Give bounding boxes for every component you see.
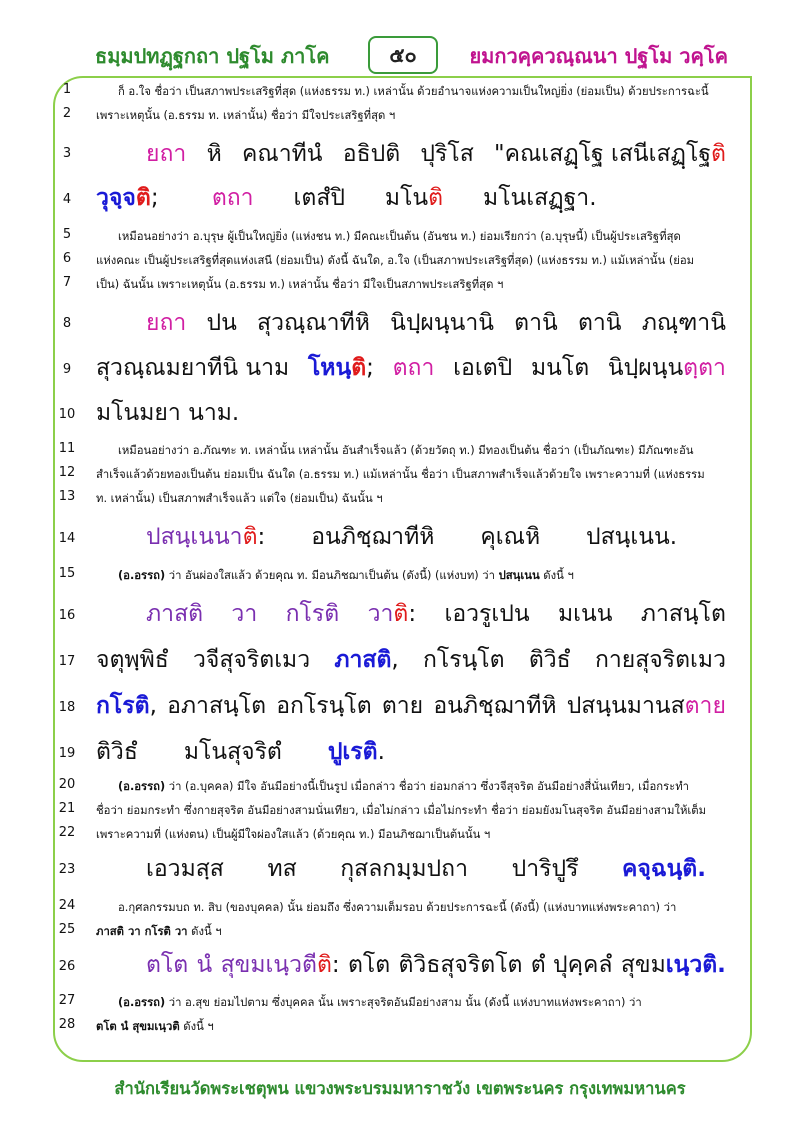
pali-line [96,642,726,678]
pali-word: ตาย [381,693,424,719]
pali-word: ปสนฺเนนา [146,524,243,550]
pali-word: ติ [428,185,444,211]
pali-word: ปุริโส [420,141,474,167]
text-bold: ปสนฺเนน [498,569,540,582]
text-normal: ดังนี้ ฯ [539,569,574,582]
line-text [96,1017,731,1035]
pali-word: ตานิ [514,310,558,336]
pali-line [96,688,726,724]
pali-line [146,947,726,983]
line-text: ก็ อ.ใจ ชื่อว่า เป็นสภาพประเสริฐที่สุด (แห่งธรรม ท.) เหล่านั้น ด้วยอำนาจแห่งความเป็นใหญ่ยิ่ง (ย่อมเป็น) ด้วยประการฉะนี้ [118,85,709,98]
pali-word: ตโต [146,952,189,978]
pali-line [96,734,726,770]
pali-word: ติ [316,952,332,978]
pali-word: สุวณฺณมยาทีนิ นาม [96,355,290,381]
pali-word: สุขม [620,952,666,978]
pali-word: มโน [384,185,429,211]
pali-word: ภาสติ [334,647,392,673]
pali-word: วา [231,601,258,627]
pali-word: นิปฺผนฺนานิ [390,310,494,336]
pali-word: นิปฺผนฺน [607,355,684,381]
pali-word: วุจฺจ [96,185,136,211]
pali-word: จตุพฺพิธํ [96,647,169,673]
pali-word: คณาทีนํ [242,141,323,167]
pali-word: อธิปติ [342,141,401,167]
pali-word: ติวิธํ [96,739,138,765]
pali-word: กโรติ [96,693,150,719]
pali-word: ติ [711,141,726,167]
pali-line [146,851,706,887]
line-text: ท. เหล่านั้น) เป็นสภาพสำเร็จแล้ว แต่ใจ (ย่อมเป็น) ฉันนั้น ฯ [96,492,383,505]
pali-word: ยถา [146,141,187,167]
line-text [96,922,731,940]
text-normal: ว่า อันผ่องใสแล้ว ด้วยคุณ ท. มีอนภิชฌาเป็นต้น (ดังนี้) (แห่งบท) ว่า [165,569,499,582]
line-number: 3 [62,146,72,161]
pali-word: โหนฺ [307,355,352,381]
pali-word: "คณเสฏฺโฐ เสนีเสฏฺโฐ [494,141,712,167]
pali-line [96,350,726,386]
line-text: แห่งคณะ เป็นผู้ประเสริฐที่สุดแห่งเสนี (ย่อมเป็น) ดังนี้ ฉันใด, อ.ใจ (เป็นสภาพประเสริฐที่สุด) (แห่งธรรม ท.) แม้เหล่านั้น (ย่อม [96,254,695,267]
line-text [96,993,753,1011]
pali-word: ภาสนฺโต [640,601,726,627]
pali-word: ภาสติ [146,601,204,627]
line-number: 10 [58,407,76,422]
line-number: 24 [58,898,76,913]
line-number: 21 [58,801,76,816]
line-number: 18 [58,700,76,715]
pali-word: มโนสุจริตํ [183,739,282,765]
pali-word: ปสนฺเนน. [586,524,678,550]
line-number: 12 [58,465,76,480]
text-normal: ดังนี้ ฯ [179,1020,214,1033]
line-number: 2 [62,106,72,121]
pali-word: ตํ ปุคฺคลํ [530,952,613,978]
line-number: 5 [62,227,72,242]
pali-word: กุสลกมฺมปถา [340,856,468,882]
pali-word: ตาย [684,693,726,719]
pali-word: เอวรูเปน [444,601,530,627]
pali-word: สุขมเนฺวตี [220,952,317,978]
pali-word: เตสํปิ [293,185,345,211]
line-text: สำเร็จแล้วด้วยทองเป็นต้น ย่อมเป็น ฉันใด (อ.ธรรม ท.) แม้เหล่านั้น ชื่อว่า เป็นสภาพสำเร็จแล้วด้วยใจ เพราะความที่ (แห่งธรรม [96,468,705,481]
line-text: เหมือนอย่างว่า อ.ภัณฑะ ท. เหล่านั้น เหล่านั้น อันสำเร็จแล้ว (ด้วยวัตถุ ท.) มีทองเป็นต้น ชื่อว่า (เป็นภัณฑะ) มีภัณฑะอัน [118,444,694,457]
pali-word: หิ [206,141,222,167]
line-number: 17 [58,654,76,669]
line-text: เหมือนอย่างว่า อ.บุรุษ ผู้เป็นใหญ่ยิ่ง (แห่งชน ท.) มีคณะเป็นต้น (อันชน ท.) ย่อมเรียกว่า (อ.บุรุษนี้) เป็นผู้ประเสริฐที่สุด [118,230,681,243]
pali-word: ติ [393,601,409,627]
text-normal: ดังนี้ ฯ [187,925,222,938]
text-normal: ว่า (อ.บุคคล) มีใจ อันมีอย่างนี้เป็นรูป เมื่อกล่าว ชื่อว่า ย่อมกล่าว ซึ่งวจีสุจริต อันมีอย่างสี่นั่นเทียว, เมื่อกระทำ [165,780,690,793]
pali-word: ; [366,355,374,381]
line-number: 1 [62,82,72,97]
pali-word: ติ [351,355,367,381]
pali-word: เนฺวติ. [665,952,726,978]
text-bold: (อ.อรรถ) [118,780,166,793]
line-number: 13 [58,489,76,504]
pali-word: วา [367,601,394,627]
pali-word: ภณฺฑานิ [641,310,726,336]
line-text: เป็น) ฉันนั้น เพราะเหตุนั้น (อ.ธรรม ท.) เหล่านั้น ชื่อว่า มีใจเป็นสภาพประเสริฐที่สุด ฯ [96,278,504,291]
line-number: 26 [58,959,76,974]
pali-word: ปสนฺนมานส [566,693,685,719]
line-text: ชื่อว่า ย่อมกระทำ ซึ่งกายสุจริต อันมีอย่างสามนั่นเทียว, เมื่อไม่กล่าว เมื่อไม่กระทำ ชื่อว่า ย่อมยังมโนสุจริต อันมีอย่างสามให้เต็ม [96,804,707,817]
pali-word: : [257,524,266,550]
line-number: 27 [58,993,76,1008]
pali-word: : [408,601,417,627]
pali-word: ปน [206,310,237,336]
pali-word: ตถา [211,185,254,211]
pali-word: ตถา [392,355,435,381]
line-number: 6 [62,251,72,266]
pali-line [146,305,726,341]
pali-line [146,519,726,555]
pali-word: ตานิ [577,310,622,336]
text-bold: (อ.อรรถ) [118,996,166,1009]
line-number: 28 [58,1017,76,1032]
pali-word: ทส [267,856,297,882]
line-number: 15 [58,566,76,581]
line-number: 9 [62,362,72,377]
line-number: 8 [62,316,72,331]
pali-word: ยถา [146,310,187,336]
pali-word: คุเณหิ [480,524,541,550]
line-number: 7 [62,275,72,290]
pali-word: , [149,693,157,719]
pali-word: ติวิธํ [528,647,571,673]
line-number: 23 [58,862,76,877]
pali-word: มเนน [557,601,613,627]
pali-word: อนภิชฺฌาทีหิ [311,524,435,550]
pali-word: อนภิชฺฌาทีหิ [433,693,557,719]
pali-word: เอเตปิ [453,355,513,381]
text-bold: ภาสติ วา กโรติ วา [96,925,188,938]
pali-word: นํ [196,952,213,978]
pali-word: เอวมสฺส [146,856,224,882]
line-number: 19 [58,746,76,761]
pali-word: ปูเรติ [327,739,378,765]
page-number: ๕๐ [368,36,438,74]
text-bold: ตโต นํ สุขมเนฺวติ [96,1020,180,1033]
pali-word: , [391,647,399,673]
text-normal: ว่า อ.สุข ย่อมไปตาม ซึ่งบุคคล นั้น เพราะสุจริตอันมีอย่างสาม นั้น (ดังนี้ แห่งบาทแห่งพระคาถา) ว่า [165,996,642,1009]
pali-word: มโนเสฏฺฐา. [483,185,597,211]
pali-word: ติวิธสุจริตโต [398,952,523,978]
pali-word: คจฺฉนฺติ. [622,856,706,882]
header-right-title: ยมกวคฺควณฺณนา ปฐโม วคฺโค [469,44,728,68]
pali-word: กโรติ [285,601,340,627]
line-number: 14 [58,531,76,546]
pali-word: . [377,739,385,765]
line-number: 22 [58,825,76,840]
pali-word: กายสุจริตเมว [594,647,726,673]
line-text: อ.กุศลกรรมบถ ท. สิบ (ของบุคคล) นั้น ย่อมถึง ซึ่งความเต็มรอบ ด้วยประการฉะนี้ (ดังนี้) (แห่งบาทแห่งพระคาถา) ว่า [118,901,677,914]
text-bold: (อ.อรรถ) [118,569,166,582]
pali-word: ; [150,185,159,211]
pali-word: อกโรนฺโต [276,693,372,719]
line-number: 16 [58,608,76,623]
line-number: 20 [58,777,76,792]
line-number: 4 [62,192,72,207]
line-text [96,566,753,584]
line-number: 25 [58,922,76,937]
pali-word: : [331,952,340,978]
page-footer: สำนักเรียนวัดพระเชตุพน แขวงพระบรมมหาราชวัง เขตพระนคร กรุงเทพมหานคร [114,1079,686,1098]
line-text: เพราะความที่ (แห่งตน) เป็นผู้มีใจผ่องใสแล้ว (ด้วยคุณ ท.) มีอนภิชฌาเป็นต้นนั้น ฯ [96,828,491,841]
pali-word: ติ [242,524,258,550]
pali-word: มโนมยา นาม. [96,400,240,426]
pali-word: ติ [135,185,151,211]
pali-word: กโรนฺโต [422,647,505,673]
pali-line [96,395,726,431]
pali-line [146,596,726,632]
header-left-title: ธมฺมปทฏฺฐกถา ปฐโม ภาโค [95,44,330,68]
line-text: เพราะเหตุนั้น (อ.ธรรม ท. เหล่านั้น) ชื่อว่า มีใจประเสริฐที่สุด ฯ [96,109,396,122]
pali-word: ตฺตา [683,355,726,381]
pali-word: ปาริปูรึ [511,856,579,882]
pali-line [146,136,726,172]
line-text [96,777,753,795]
pali-word: ตโต [347,952,391,978]
pali-line [96,180,726,216]
pali-word: วจีสุจริตเมว [193,647,311,673]
pali-word: มนโต [530,355,590,381]
line-number: 11 [58,441,76,456]
pali-word: สุวณฺณาทีหิ [257,310,370,336]
pali-word: อภาสนฺโต [167,693,267,719]
